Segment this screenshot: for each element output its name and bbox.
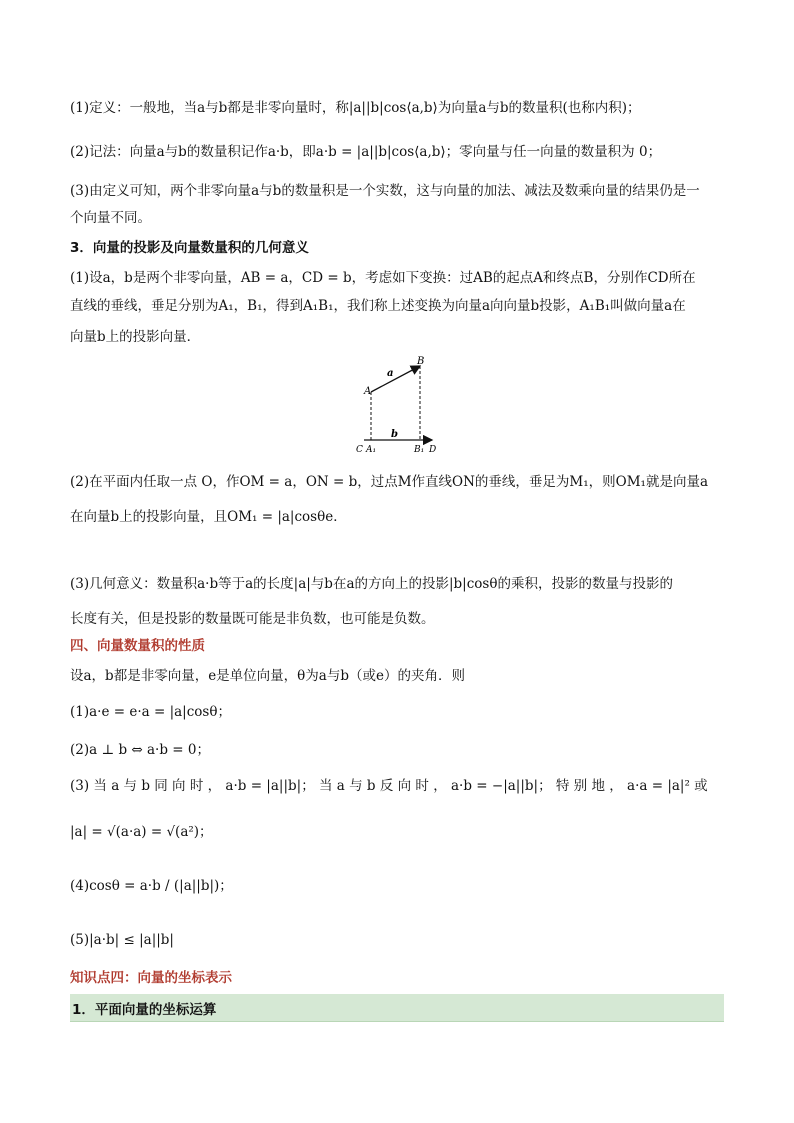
projection-para-2b: 在向量b上的投影向量，且OM₁ = |a|cosθe． — [70, 509, 347, 525]
geometric-meaning-b: 长度有关，但是投影的数量既可能是非负数，也可能是负数。 — [70, 611, 435, 627]
vector-b-label: b — [391, 429, 398, 440]
geometric-meaning-a: (3)几何意义：数量积a·b等于a的长度|a|与b在a的方向上的投影|b|cosθ的乘积，投影的数量与投影的 — [70, 576, 673, 592]
knowledge-point-heading: 知识点四：向量的坐标表示 — [70, 970, 232, 986]
subsection-banner — [70, 994, 724, 1022]
property-1: (1)a·e = e·a = |a|cosθ； — [70, 704, 231, 720]
property-2: (2)a ⊥ b ⇔ a·b = 0； — [70, 742, 210, 758]
banner-title: 1．平面向量的坐标运算 — [72, 1002, 217, 1018]
point-C-label: C — [356, 445, 363, 455]
property-3b: |a| = √(a·a) = √(a²)； — [70, 824, 213, 840]
properties-intro: 设a，b都是非零向量，e是单位向量，θ为a与b（或e）的夹角．则 — [70, 668, 465, 684]
point-D-label: D — [429, 445, 437, 455]
property-3a: (3) 当 a 与 b 同 向 时 ， a·b = |a||b|； 当 a 与 b 反 向 时 ， a·b = −|a||b|； 特 别 地 ， a·a = |a|² 或 — [70, 778, 708, 794]
property-5: (5)|a·b| ≤ |a||b| — [70, 932, 174, 948]
point-A1-label: A₁ — [366, 445, 377, 455]
projection-para-1c: 向量b上的投影向量． — [70, 329, 201, 345]
vector-a-arrow — [371, 366, 420, 392]
projection-para-1a: (1)设a，b是两个非零向量，AB = a，CD = b，考虑如下变换：过AB的起点A和终点B，分别作CD所在 — [70, 270, 696, 286]
definition-line: (1)定义：一般地，当a与b都是非零向量时，称|a||b|cos⟨a,b⟩为向量a与b的数量积(也称内积)； — [70, 100, 641, 116]
point-B1-label: B₁ — [414, 445, 425, 455]
vector-a-label: a — [387, 368, 394, 379]
point-A-label: A — [364, 386, 372, 397]
section-heading-projection: 3．向量的投影及向量数量积的几何意义 — [70, 240, 309, 256]
property-4: (4)cosθ = a·b / (|a||b|)； — [70, 878, 233, 894]
projection-para-1b: 直线的垂线，垂足分别为A₁，B₁，得到A₁B₁，我们称上述变换为向量a向向量b投影，A₁B₁叫做向量a在 — [70, 298, 686, 314]
remark-line-2: 个向量不同。 — [70, 210, 151, 226]
projection-para-2a: (2)在平面内任取一点 O，作OM = a，ON = b，过点M作直线ON的垂线，垂足为M₁，则OM₁就是向量a — [70, 474, 709, 490]
section-heading-properties: 四、向量数量积的性质 — [70, 638, 205, 654]
remark-line-1: (3)由定义可知，两个非零向量a与b的数量积是一个实数，这与向量的加法、减法及数乘向量的结果仍是一 — [70, 183, 700, 199]
point-B-label: B — [417, 356, 425, 367]
projection-figure — [350, 352, 450, 462]
notation-line: (2)记法：向量a与b的数量积记作a·b，即a·b = |a||b|cos⟨a,b⟩；零向量与任一向量的数量积为 0； — [70, 144, 662, 160]
